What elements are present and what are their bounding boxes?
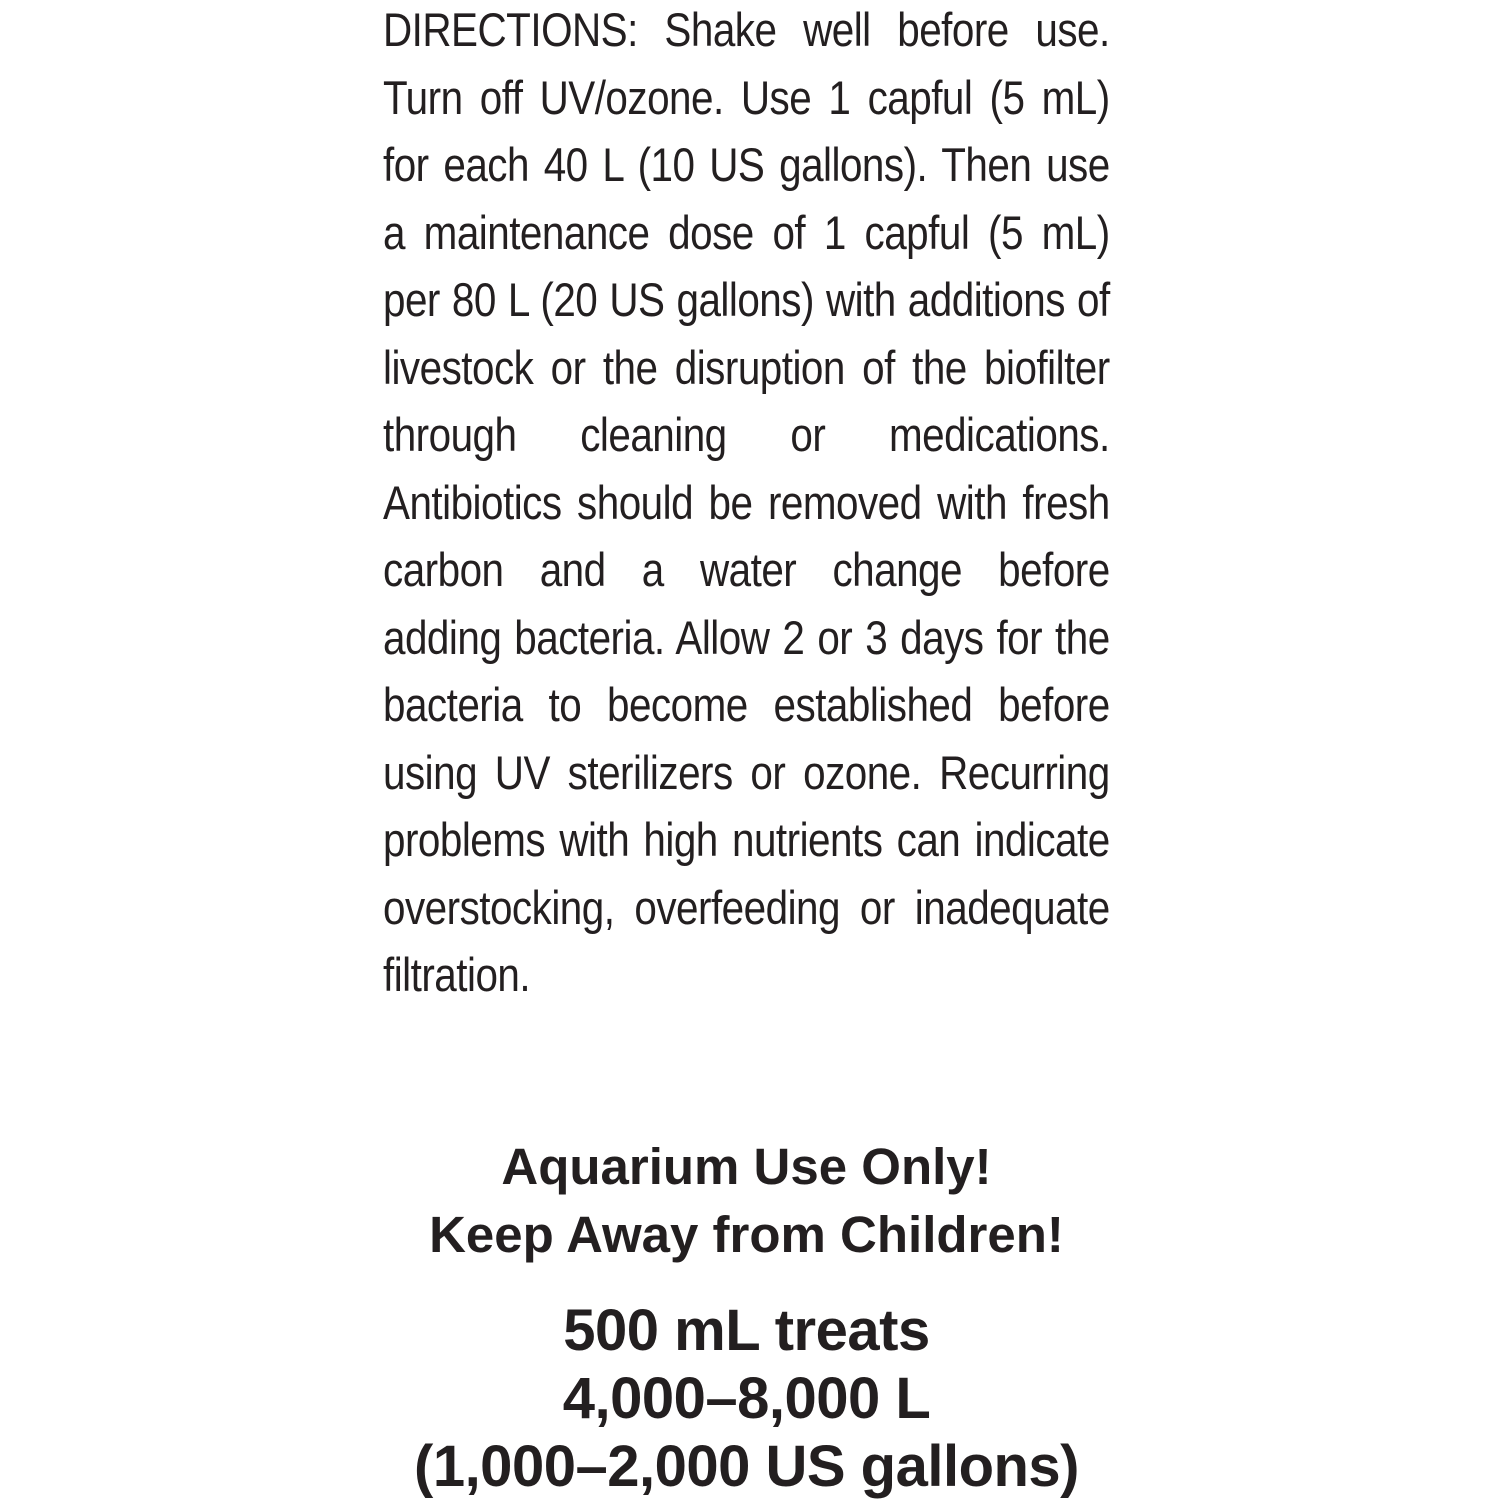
label-panel (383, 0, 1110, 1500)
treats-gallons-line: (1,000–2,000 US gallons) (414, 1434, 1079, 1499)
volume-treats-line: 500 mL treats (563, 1298, 930, 1363)
treats-liters-line: 4,000–8,000 L (562, 1366, 931, 1431)
keep-away-from-children-warning: Keep Away from Children! (429, 1206, 1064, 1263)
directions-paragraph: DIRECTIONS: Shake well before use. Turn off UV/ozone. Use 1 capful (5 mL) for each 40 L (10 US gallons). Then use a maintenance dose of 1 capful (5 mL) per 80 L (20 US gallons) with additions of livestock or the disruption of the biofilter through cleaning or medications. Antibiotics should be removed with fresh carbon and a water change before adding bacteria. Allow 2 or 3 days for the bacteria to become established before using UV sterilizers or ozone. Recurring problems with high nutrients can indicate overstocking, overfeeding or inadequate filtration. (383, 3, 1110, 1001)
aquarium-use-only-warning: Aquarium Use Only! (501, 1138, 992, 1195)
